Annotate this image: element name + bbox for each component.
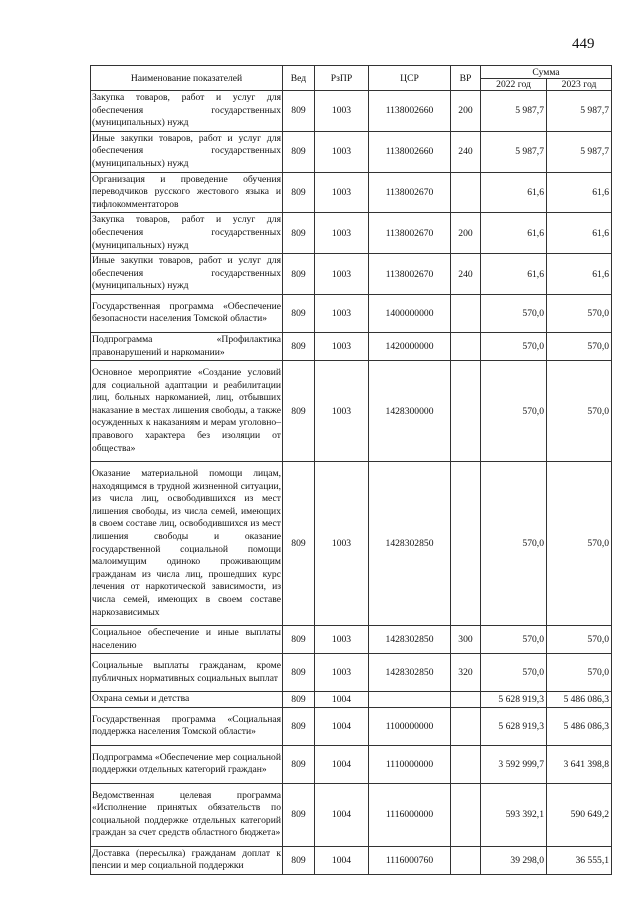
sum-2023-cell: 590 649,2 [547, 783, 612, 846]
vr-cell [451, 462, 481, 626]
sum-2022-cell: 570,0 [481, 361, 547, 462]
rzpr-cell: 1003 [315, 254, 369, 295]
vr-cell [451, 846, 481, 874]
rzpr-cell: 1003 [315, 361, 369, 462]
sum-2023-cell: 61,6 [547, 254, 612, 295]
header-csr: ЦСР [369, 66, 451, 91]
csr-cell: 1116000000 [369, 783, 451, 846]
sum-2023-cell: 570,0 [547, 626, 612, 654]
name-cell: Организация и проведение обучения переводчиков русского жестового языка и тифлокомментаторов [91, 172, 283, 213]
rzpr-cell: 1003 [315, 654, 369, 692]
name-cell: Государственная программа «Обеспечение безопасности населения Томской области» [91, 294, 283, 332]
csr-cell: 1138002660 [369, 131, 451, 172]
header-2022: 2022 год [481, 79, 547, 91]
ved-cell: 809 [283, 745, 315, 783]
csr-cell: 1138002670 [369, 213, 451, 254]
sum-2022-cell: 570,0 [481, 654, 547, 692]
ved-cell: 809 [283, 654, 315, 692]
table-row [91, 462, 612, 626]
sum-2022-cell: 5 628 919,3 [481, 692, 547, 708]
table-row [91, 692, 612, 708]
table-row [91, 707, 612, 745]
name-cell: Доставка (пересылка) гражданам доплат к пенсии и мер социальной поддержки [91, 846, 283, 874]
sum-2022-cell: 570,0 [481, 626, 547, 654]
rzpr-cell: 1003 [315, 91, 369, 132]
vr-cell: 240 [451, 254, 481, 295]
ved-cell: 809 [283, 91, 315, 132]
sum-2023-cell: 570,0 [547, 654, 612, 692]
rzpr-cell: 1004 [315, 707, 369, 745]
table-row [91, 172, 612, 213]
table-row [91, 654, 612, 692]
csr-cell: 1428300000 [369, 361, 451, 462]
sum-2022-cell: 61,6 [481, 213, 547, 254]
name-cell: Иные закупки товаров, работ и услуг для обеспечения государственных (муниципальных) нужд [91, 131, 283, 172]
rzpr-cell: 1003 [315, 213, 369, 254]
sum-2022-cell: 5 987,7 [481, 91, 547, 132]
ved-cell: 809 [283, 172, 315, 213]
csr-cell: 1400000000 [369, 294, 451, 332]
vr-cell [451, 172, 481, 213]
vr-cell: 200 [451, 213, 481, 254]
vr-cell [451, 294, 481, 332]
vr-cell [451, 745, 481, 783]
sum-2022-cell: 39 298,0 [481, 846, 547, 874]
sum-2023-cell: 570,0 [547, 332, 612, 360]
vr-cell: 320 [451, 654, 481, 692]
name-cell: Охрана семьи и детства [91, 692, 283, 708]
csr-cell: 1110000000 [369, 745, 451, 783]
ved-cell: 809 [283, 626, 315, 654]
sum-2023-cell: 3 641 398,8 [547, 745, 612, 783]
vr-cell [451, 707, 481, 745]
name-cell: Подпрограмма «Профилактика правонарушений и наркомании» [91, 332, 283, 360]
sum-2023-cell: 570,0 [547, 462, 612, 626]
vr-cell: 240 [451, 131, 481, 172]
vr-cell [451, 361, 481, 462]
budget-table [90, 65, 612, 875]
csr-cell [369, 692, 451, 708]
ved-cell: 809 [283, 294, 315, 332]
name-cell: Ведомственная целевая программа «Исполнение принятых обязательств по социальной поддержке отдельных категорий граждан за счет средств областного бюджета» [91, 783, 283, 846]
sum-2023-cell: 5 987,7 [547, 131, 612, 172]
sum-2022-cell: 5 987,7 [481, 131, 547, 172]
sum-2022-cell: 570,0 [481, 294, 547, 332]
ved-cell: 809 [283, 131, 315, 172]
sum-2022-cell: 5 628 919,3 [481, 707, 547, 745]
table-row [91, 846, 612, 874]
sum-2022-cell: 570,0 [481, 462, 547, 626]
header-2023: 2023 год [547, 79, 612, 91]
rzpr-cell: 1003 [315, 131, 369, 172]
sum-2023-cell: 61,6 [547, 172, 612, 213]
table-row [91, 783, 612, 846]
header-row [91, 66, 612, 79]
name-cell: Социальные выплаты гражданам, кроме публичных нормативных социальных выплат [91, 654, 283, 692]
rzpr-cell: 1003 [315, 294, 369, 332]
name-cell: Подпрограмма «Обеспечение мер социальной поддержки отдельных категорий граждан» [91, 745, 283, 783]
sum-2022-cell: 570,0 [481, 332, 547, 360]
name-cell: Закупка товаров, работ и услуг для обеспечения государственных (муниципальных) нужд [91, 213, 283, 254]
ved-cell: 809 [283, 361, 315, 462]
rzpr-cell: 1004 [315, 846, 369, 874]
table-row [91, 332, 612, 360]
ved-cell: 809 [283, 707, 315, 745]
ved-cell: 809 [283, 692, 315, 708]
name-cell: Оказание материальной помощи лицам, находящимся в трудной жизненной ситуации, из числа лиц, освободившихся из мест лишения свободы, из числа семей, имеющих в своем составе лиц, освободившихся из мест лишения свободы и оказание государственной социальной помощи малоимущим одиноко проживающим гражданам из числа лиц, прошедших курс лечения от наркотической зависимости, из числа семей, имеющих в своем составе наркозависимых [91, 462, 283, 626]
csr-cell: 1428302850 [369, 626, 451, 654]
name-cell: Основное мероприятие «Создание условий для социальной адаптации и реабилитации лиц, больных наркоманией, лиц, отбывших наказание в местах лишения свободы, а также осужденных к наказаниям и мерам уголовно–правового характера без изоляции от общества» [91, 361, 283, 462]
name-cell: Социальное обеспечение и иные выплаты населению [91, 626, 283, 654]
header-ved: Вед [283, 66, 315, 91]
csr-cell: 1428302850 [369, 654, 451, 692]
sum-2023-cell: 5 486 086,3 [547, 707, 612, 745]
sum-2023-cell: 5 987,7 [547, 91, 612, 132]
csr-cell: 1100000000 [369, 707, 451, 745]
table-row [91, 213, 612, 254]
table-row [91, 361, 612, 462]
sum-2022-cell: 3 592 999,7 [481, 745, 547, 783]
sum-2022-cell: 61,6 [481, 254, 547, 295]
csr-cell: 1138002670 [369, 172, 451, 213]
csr-cell: 1138002670 [369, 254, 451, 295]
rzpr-cell: 1004 [315, 692, 369, 708]
ved-cell: 809 [283, 213, 315, 254]
vr-cell: 200 [451, 91, 481, 132]
table-row [91, 294, 612, 332]
rzpr-cell: 1004 [315, 745, 369, 783]
sum-2022-cell: 61,6 [481, 172, 547, 213]
table-row [91, 745, 612, 783]
csr-cell: 1420000000 [369, 332, 451, 360]
table-row [91, 254, 612, 295]
name-cell: Закупка товаров, работ и услуг для обеспечения государственных (муниципальных) нужд [91, 91, 283, 132]
sum-2023-cell: 570,0 [547, 361, 612, 462]
sum-2022-cell: 593 392,1 [481, 783, 547, 846]
ved-cell: 809 [283, 462, 315, 626]
name-cell: Иные закупки товаров, работ и услуг для обеспечения государственных (муниципальных) нужд [91, 254, 283, 295]
sum-2023-cell: 570,0 [547, 294, 612, 332]
vr-cell: 300 [451, 626, 481, 654]
header-rzpr: РзПР [315, 66, 369, 91]
vr-cell [451, 332, 481, 360]
sum-2023-cell: 36 555,1 [547, 846, 612, 874]
ved-cell: 809 [283, 254, 315, 295]
name-cell: Государственная программа «Социальная поддержка населения Томской области» [91, 707, 283, 745]
csr-cell: 1428302850 [369, 462, 451, 626]
header-vr: ВР [451, 66, 481, 91]
header-name: Наименование показателей [91, 66, 283, 91]
rzpr-cell: 1003 [315, 626, 369, 654]
csr-cell: 1116000760 [369, 846, 451, 874]
ved-cell: 809 [283, 846, 315, 874]
table-row [91, 131, 612, 172]
rzpr-cell: 1003 [315, 172, 369, 213]
rzpr-cell: 1003 [315, 462, 369, 626]
ved-cell: 809 [283, 332, 315, 360]
table-row [91, 626, 612, 654]
ved-cell: 809 [283, 783, 315, 846]
vr-cell [451, 783, 481, 846]
vr-cell [451, 692, 481, 708]
table-row [91, 91, 612, 132]
sum-2023-cell: 5 486 086,3 [547, 692, 612, 708]
csr-cell: 1138002660 [369, 91, 451, 132]
header-sum: Сумма [481, 66, 612, 79]
page-number: 449 [572, 36, 595, 52]
sum-2023-cell: 61,6 [547, 213, 612, 254]
rzpr-cell: 1003 [315, 332, 369, 360]
rzpr-cell: 1004 [315, 783, 369, 846]
